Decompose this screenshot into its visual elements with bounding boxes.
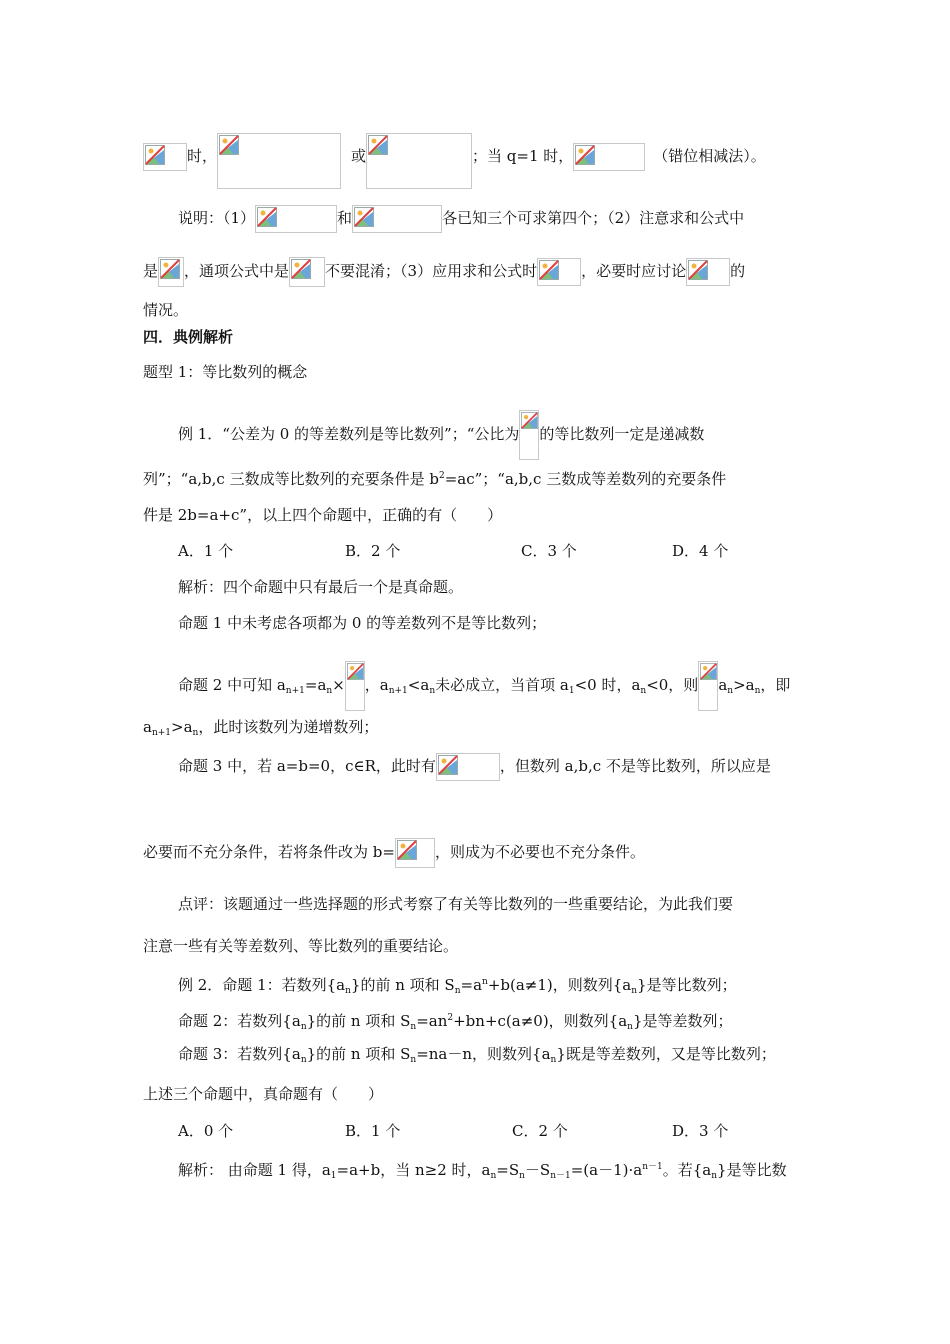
ex1-line-1: [178, 410, 704, 460]
subscript: n: [754, 686, 761, 696]
subscript: n: [410, 1055, 417, 1065]
text: 的等比数列一定是递减数: [539, 425, 705, 443]
text: 说明：（1）: [178, 209, 256, 227]
broken-image-icon: [219, 135, 239, 155]
broken-image-icon: [354, 207, 374, 227]
text: 命题 2：若数列{a: [178, 1012, 301, 1030]
text: 时，: [187, 147, 218, 165]
formula-image: [436, 753, 500, 781]
text: 命题 3 中，若 a=b=0，c∈R，此时有: [178, 757, 436, 775]
text: 列”；“a,b,c 三数成等比数列的充要条件是 b: [143, 470, 439, 488]
text: 或: [351, 147, 367, 165]
formula-image: [345, 661, 365, 711]
broken-image-icon: [521, 412, 538, 429]
subscript: n: [519, 1171, 525, 1181]
text: }是等比数: [717, 1161, 787, 1179]
ex1-answer-5: [178, 753, 771, 781]
ex1-answer-6: [143, 838, 645, 868]
text: }的前 n 项和 S: [306, 1045, 411, 1063]
formula-image: [573, 143, 645, 171]
note-line-3: 情况。: [143, 301, 189, 319]
subscript: n: [429, 686, 436, 696]
option-c: C．2 个: [512, 1122, 568, 1140]
option-d: D．4 个: [672, 542, 729, 560]
subscript: n: [550, 1055, 557, 1065]
text: 命题 3：若数列{a: [178, 1045, 301, 1063]
text: a: [718, 676, 728, 694]
option-c: C．3 个: [521, 542, 577, 560]
superscript: n－1: [642, 1162, 663, 1172]
text: ，a: [364, 676, 389, 694]
ex2-prop-2: [178, 1008, 733, 1037]
formula-image: [352, 205, 442, 233]
text: <0 时，a: [574, 676, 641, 694]
broken-image-icon: [291, 259, 311, 279]
superscript: 2: [438, 471, 445, 481]
text: =na－n，则数列{a: [416, 1045, 551, 1063]
formula-image: [366, 133, 472, 189]
text: 的: [730, 262, 746, 280]
broken-image-icon: [438, 755, 458, 775]
subscript: 1: [330, 1171, 337, 1181]
option-d: D．3 个: [672, 1122, 729, 1140]
subscript: n+1: [388, 686, 408, 696]
text: ，即: [760, 676, 791, 694]
formula-image: [686, 258, 730, 286]
text: 是: [143, 262, 159, 280]
broken-image-icon: [347, 663, 364, 680]
ex2-question: 上述三个命题中，真命题有（ ）: [143, 1085, 384, 1103]
option-b: B．2 个: [345, 542, 401, 560]
text: }既是等差数列，又是等比数列；: [556, 1045, 776, 1063]
subscript: n: [490, 1171, 497, 1181]
text: a: [143, 718, 152, 736]
broken-image-icon: [368, 135, 388, 155]
text: ，必要时应讨论: [581, 262, 687, 280]
ex1-line-2: [143, 466, 726, 489]
ex1-answer-1: 解析：四个命题中只有最后一个是真命题。: [178, 578, 464, 596]
ex1-comment-2: 注意一些有关等差数列、等比数列的重要结论。: [143, 937, 459, 955]
text: 。若{a: [662, 1161, 712, 1179]
subscript: n: [640, 686, 647, 696]
text: （错位相减法）。: [653, 147, 766, 165]
text: ，则成为不必要也不充分条件。: [434, 843, 645, 861]
text: =S: [496, 1161, 520, 1179]
text: >a: [733, 676, 755, 694]
formula-image: [698, 661, 718, 711]
ex1-answer-3: [178, 661, 790, 711]
ex1-line-3: 件是 2b=a+c”，以上四个命题中，正确的有（ ）: [143, 506, 503, 524]
subscript: n: [631, 986, 638, 996]
text: =a: [304, 676, 327, 694]
text: 例 2．命题 1：若数列{a: [178, 976, 346, 994]
subscript: n: [627, 1022, 633, 1032]
subscript: n+1: [285, 686, 305, 696]
ex2-answer: [178, 1157, 787, 1186]
subscript: n: [192, 728, 199, 738]
subscript: n－1: [550, 1171, 571, 1181]
subscript: n: [727, 686, 734, 696]
note-line-2: [143, 257, 745, 287]
formula-image: [255, 205, 337, 233]
subscript: n: [300, 1022, 307, 1032]
formula-line-1: [143, 143, 766, 189]
formula-image: [217, 133, 341, 189]
option-b: B．1 个: [345, 1122, 401, 1140]
subscript: n: [326, 686, 333, 696]
broken-image-icon: [700, 663, 717, 680]
formula-image: [143, 143, 187, 171]
formula-image: [158, 257, 184, 287]
text: =a: [460, 976, 483, 994]
broken-image-icon: [688, 260, 708, 280]
text: <0，则: [646, 676, 699, 694]
note-line-1: [178, 205, 744, 233]
text: ，通项公式中是: [184, 262, 290, 280]
subscript: n+1: [151, 728, 172, 738]
text: 解析： 由命题 1 得，a: [178, 1161, 331, 1179]
option-a: A．0 个: [178, 1122, 234, 1140]
text: =ac”；“a,b,c 三数成等差数列的充要条件: [444, 470, 727, 488]
text: 例 1．“公差为 0 的等差数列是等比数列”；“公比为: [178, 425, 520, 443]
broken-image-icon: [539, 260, 559, 280]
ex2-prop-1: [178, 972, 737, 1001]
option-a: A．1 个: [178, 542, 234, 560]
text: =a+b，当 n≥2 时，a: [336, 1161, 491, 1179]
text: +b(a≠1)，则数列{a: [487, 976, 632, 994]
subscript: n: [300, 1055, 307, 1065]
subscript: n: [454, 986, 461, 996]
broken-image-icon: [575, 145, 595, 165]
text: }是等比数列；: [637, 976, 737, 994]
text: 和: [337, 209, 353, 227]
subscript: n: [410, 1022, 417, 1032]
broken-image-icon: [257, 207, 277, 227]
text: }的前 n 项和 S: [306, 1012, 411, 1030]
subscript: n: [711, 1171, 718, 1181]
text: ；当 q=1 时，: [472, 147, 574, 165]
text: 未必成立，当首项 a: [435, 676, 569, 694]
text: }的前 n 项和 S: [350, 976, 455, 994]
text: ×: [332, 676, 345, 694]
text: ，此时该数列为递增数列；: [198, 718, 379, 736]
superscript: n: [482, 977, 488, 987]
formula-image: [537, 258, 581, 286]
text: >a: [171, 718, 193, 736]
subscript: 1: [568, 686, 575, 696]
ex1-comment-1: 点评：该题通过一些选择题的形式考察了有关等比数列的一些重要结论，为此我们要: [178, 895, 734, 913]
text: 不要混淆；（3）应用求和公式时: [325, 262, 538, 280]
formula-image: [289, 257, 325, 287]
text: －S: [524, 1161, 551, 1179]
text: 命题 2 中可知 a: [178, 676, 286, 694]
formula-image: [395, 838, 435, 868]
text: ，但数列 a,b,c 不是等比数列，所以应是: [499, 757, 771, 775]
text: }是等差数列；: [632, 1012, 733, 1030]
ex1-answer-4: [143, 717, 378, 743]
text: 必要而不充分条件，若将条件改为 b=: [143, 843, 395, 861]
subscript: n: [345, 986, 351, 996]
text: 各已知三个可求第四个；（2）注意求和公式中: [442, 209, 745, 227]
superscript: 2: [447, 1013, 454, 1023]
text: +bn+c(a≠0)，则数列{a: [453, 1012, 628, 1030]
broken-image-icon: [160, 259, 180, 279]
broken-image-icon: [145, 145, 165, 165]
ex2-prop-3: [178, 1044, 776, 1070]
question-type-title: 题型 1：等比数列的概念: [143, 363, 308, 381]
formula-image: [519, 410, 539, 460]
ex1-answer-2: 命题 1 中未考虑各项都为 0 的等差数列不是等比数列；: [178, 614, 547, 632]
section-heading: 四．典例解析: [143, 328, 234, 346]
text: =(a－1)·a: [570, 1161, 643, 1179]
broken-image-icon: [397, 840, 417, 860]
text: <a: [407, 676, 430, 694]
text: =an: [416, 1012, 448, 1030]
